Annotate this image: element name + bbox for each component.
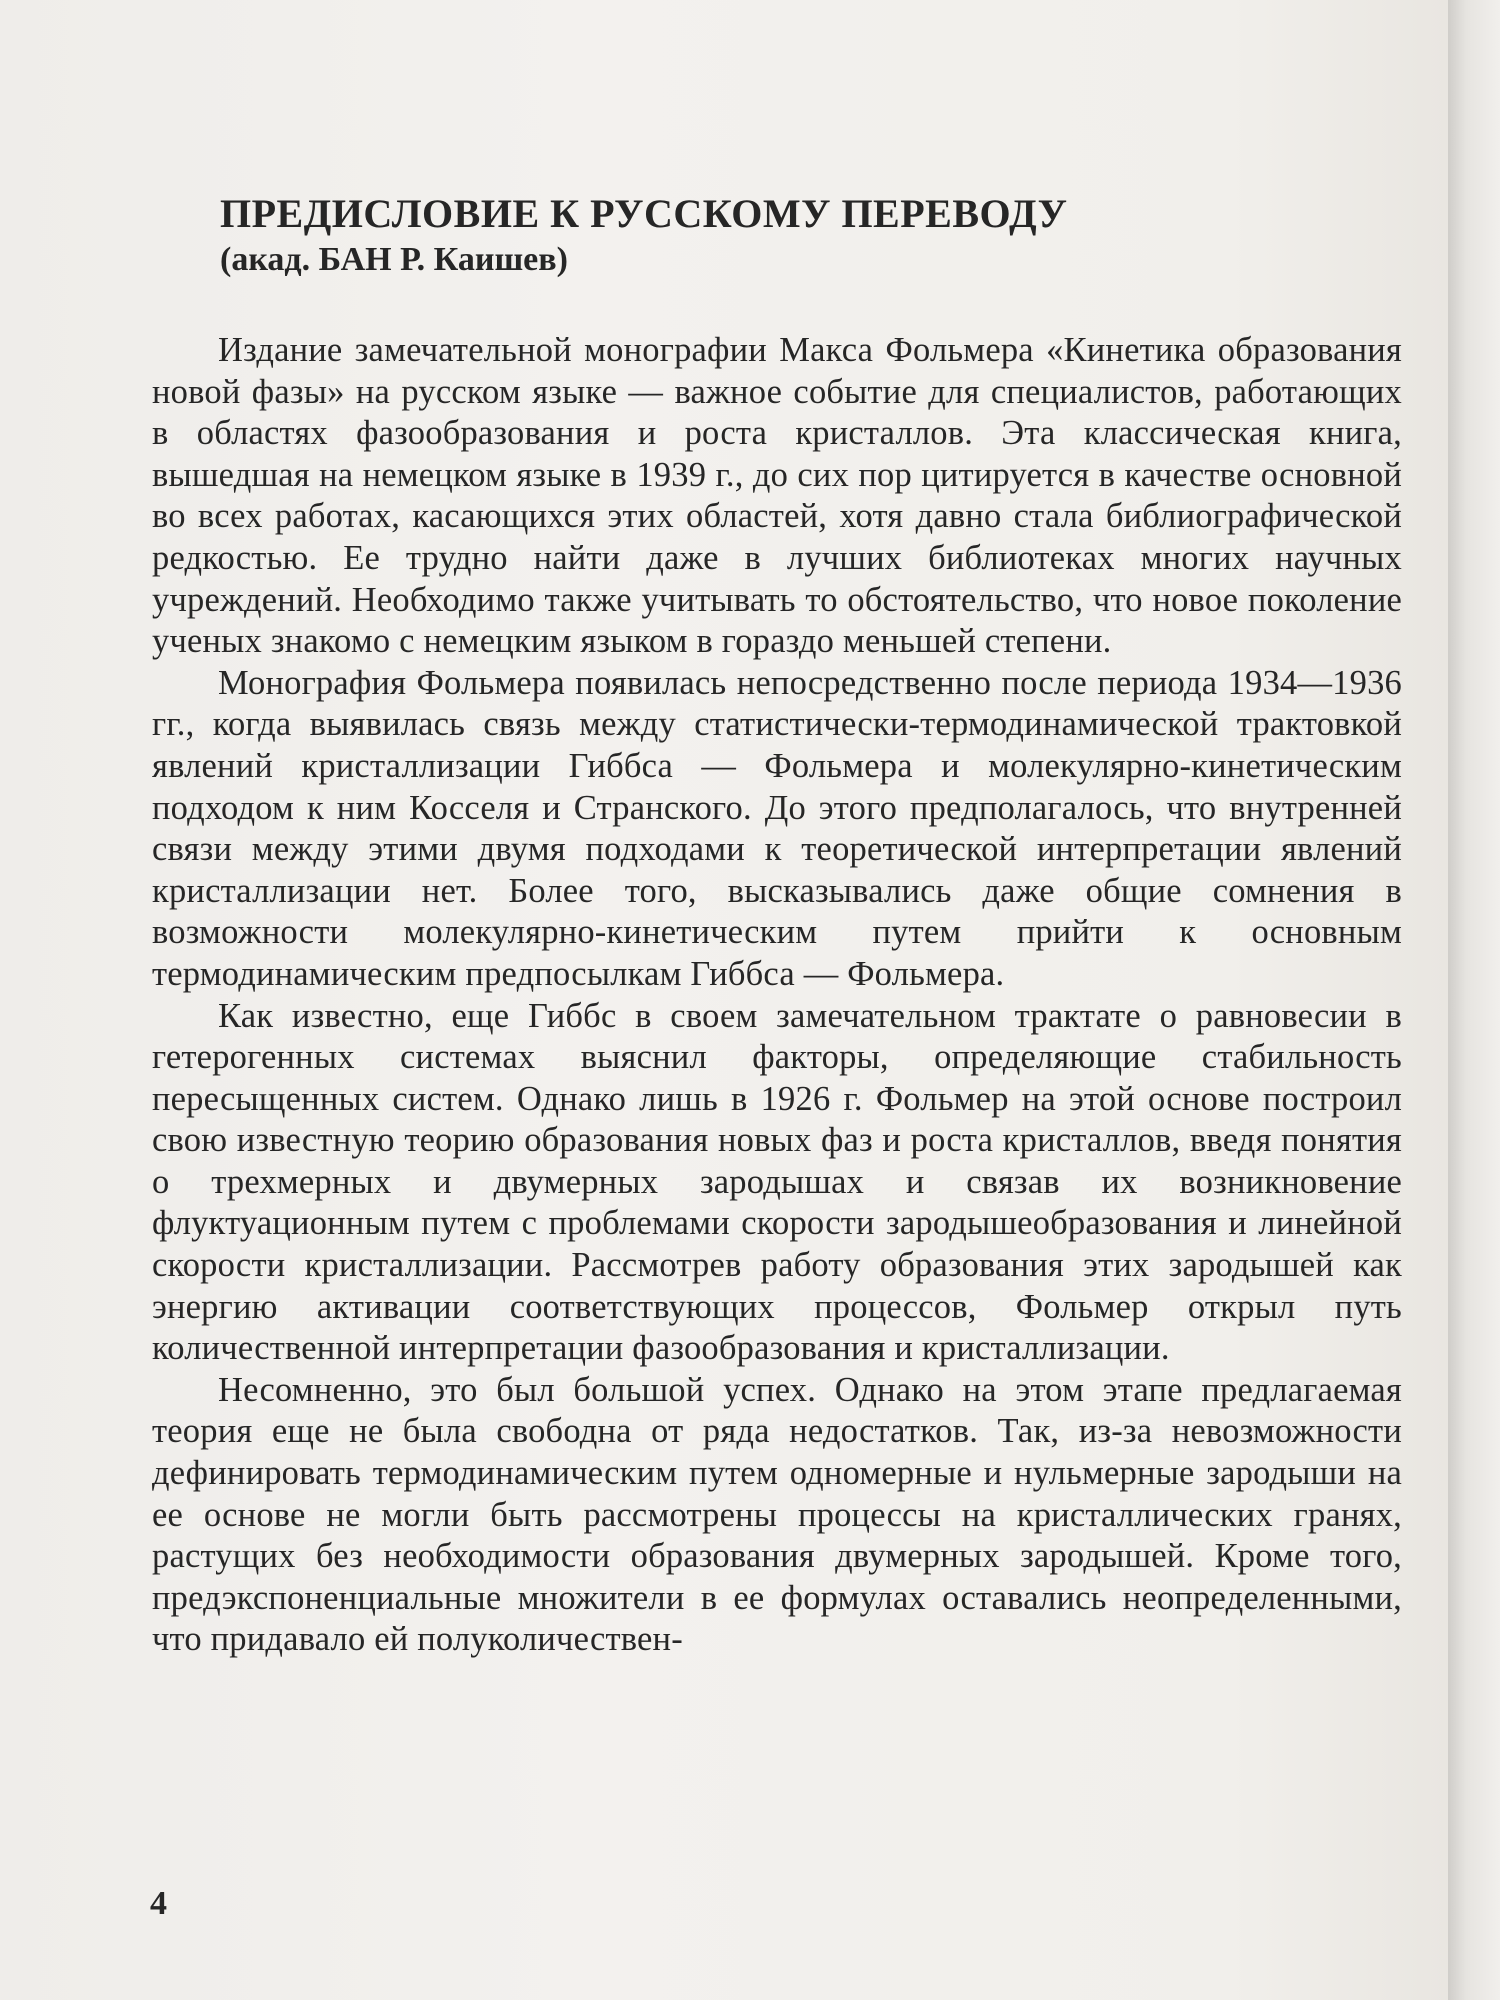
page-subtitle: (акад. БАН Р. Каишев) xyxy=(220,241,568,278)
page-number: 4 xyxy=(150,1885,167,1922)
body-text xyxy=(152,330,1402,1661)
paragraph-2: Монография Фольмера появилась непосредственно после периода 1934—1936 гг., когда выявилась связь между статистически-термодинамической трактовкой явлений кристаллизации Гиббса — Фольмера и молекулярно-кинетическим подходом к ним Косселя и Странского. До этого предполагалось, что внутренней связи между этими двумя подходами к теоретической интерпретации явлений кристаллизации нет. Более того, высказывались даже общие сомнения в возможности молекулярно-кинетическим путем прийти к основным термодинамическим предпосылкам Гиббса — Фольмера. xyxy=(152,663,1402,993)
paragraph-3: Как известно, еще Гиббс в своем замечательном трактате о равновесии в гетерогенных системах выяснил факторы, определяющие стабильность пересыщенных систем. Однако лишь в 1926 г. Фольмер на этой основе построил свою известную теорию образования новых фаз и роста кристаллов, введя понятия о трехмерных и двумерных зародышах и связав их возникновение флуктуационным путем с проблемами скорости зародышеобразования и линейной скорости кристаллизации. Рассмотрев работу образования этих зародышей как энергию активации соответствующих процессов, Фольмер открыл путь количественной интерпретации фазообразования и кристаллизации. xyxy=(152,996,1402,1368)
page-content xyxy=(152,190,1402,1661)
paragraph-4: Несомненно, это был большой успех. Однако на этом этапе предлагаемая теория еще не была свободна от ряда недостатков. Так, из-за невозможности дефинировать термодинамическим путем одномерные и нульмерные зародыши на ее основе не могли быть рассмотрены процессы на кристаллических гранях, растущих без необходимости образования двумерных зародышей. Кроме того, предэкспоненциальные множители в ее формулах оставались неопределенными, что придавало ей полуколичествен- xyxy=(152,1370,1402,1659)
page-title: ПРЕДИСЛОВИЕ К РУССКОМУ ПЕРЕВОДУ xyxy=(220,191,1068,236)
paragraph-1: Издание замечательной монографии Макса Фольмера «Кинетика образования новой фазы» на русском языке — важное событие для специалистов, работающих в областях фазообразования и роста кристаллов. Эта классическая книга, вышедшая на немецком языке в 1939 г., до сих пор цитируется в качестве основной во всех работах, касающихся этих областей, хотя давно стала библиографической редкостью. Ее трудно найти даже в лучших библиотеках многих научных учреждений. Необходимо также учитывать то обстоятельство, что новое поколение ученых знакомо с немецким языком в гораздо меньшей степени. xyxy=(152,331,1402,661)
book-gutter xyxy=(1448,0,1500,2000)
